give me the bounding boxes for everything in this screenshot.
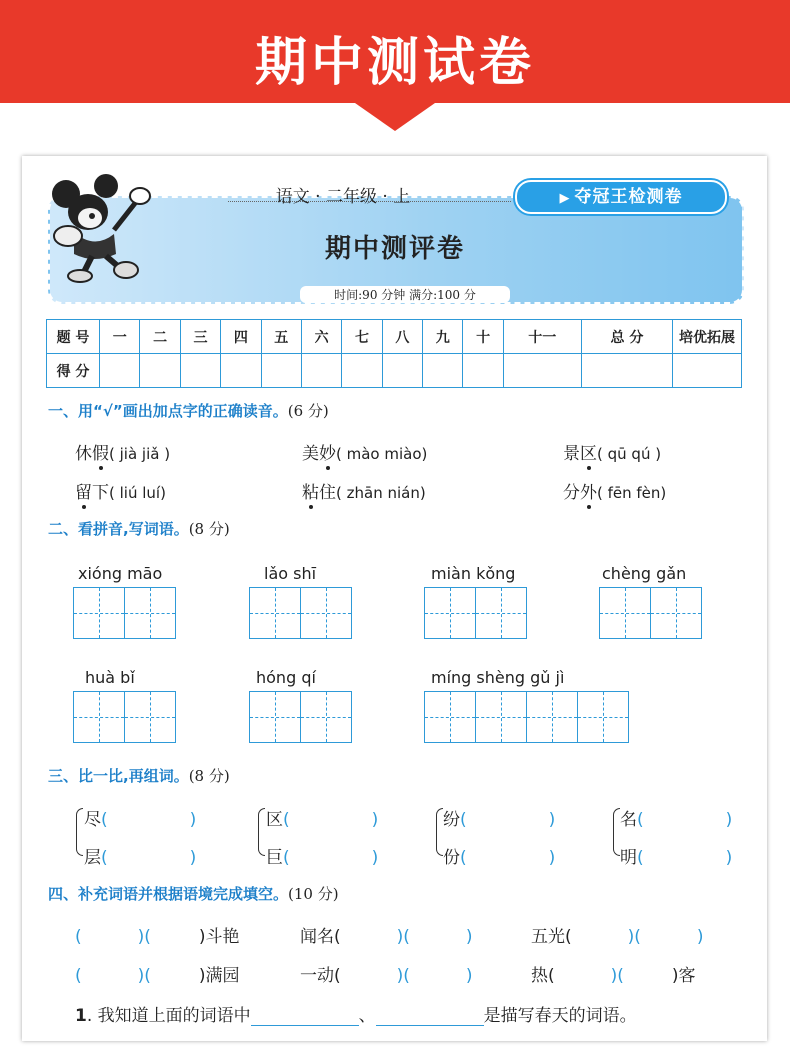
compare-char: 层	[84, 848, 101, 868]
paren-pair: )(	[396, 966, 410, 986]
paren-open: (	[460, 810, 467, 830]
score-table-header-row	[47, 320, 742, 354]
tianzige-grid[interactable]	[424, 691, 629, 743]
score-cell[interactable]	[140, 354, 180, 388]
pinyin-options: ( zhān nián)	[336, 484, 426, 502]
paren-open: (	[101, 810, 108, 830]
fill-sentence	[75, 1001, 637, 1026]
pinyin-label: míng shèng gǔ jì	[431, 668, 565, 687]
q3-title-text: 三、比一比,再组词。	[48, 767, 189, 785]
tianzige-grid[interactable]	[249, 587, 352, 639]
q3-points: (8 分)	[188, 767, 230, 785]
paren-close: )	[548, 810, 556, 830]
paren-open: (	[283, 810, 290, 830]
q4-title-text: 四、补充词语并根据语境完成填空。	[48, 885, 289, 903]
compare-char: 份	[443, 848, 460, 868]
paren-pair: )(	[137, 927, 151, 947]
idiom-blank[interactable]	[75, 961, 240, 986]
q1-item[interactable]	[563, 478, 666, 503]
q1-title-text: 一、用“√”画出加点字的正确读音。	[48, 402, 288, 420]
paren-close: )	[189, 848, 197, 868]
score-table	[46, 319, 742, 388]
paren-close: )	[696, 927, 704, 947]
brace-icon	[76, 808, 83, 856]
idiom-blank[interactable]	[300, 922, 473, 947]
q4-points: (10 分)	[288, 885, 339, 903]
table-header-cell: 总 分	[581, 320, 672, 354]
compare-char: 名	[620, 810, 637, 830]
q1-item[interactable]	[302, 439, 427, 464]
paren-pair: )(	[627, 927, 641, 947]
paren-close: )	[371, 810, 379, 830]
pinyin-label: chèng gǎn	[602, 564, 687, 583]
compare-item[interactable]	[443, 805, 555, 830]
compare-item[interactable]	[620, 805, 732, 830]
score-cell[interactable]	[100, 354, 140, 388]
pinyin-options: ( fēn fèn)	[597, 484, 667, 502]
score-cell[interactable]	[180, 354, 220, 388]
compare-item[interactable]	[84, 805, 196, 830]
pinyin-options: ( liú luí)	[109, 484, 166, 502]
dotted-char: 外	[580, 478, 597, 503]
table-header-cell: 十一	[503, 320, 581, 354]
table-header-cell: 八	[382, 320, 422, 354]
score-cell[interactable]	[673, 354, 742, 388]
compare-char: 巨	[266, 848, 283, 868]
table-header-cell: 培优拓展	[673, 320, 742, 354]
compare-item[interactable]	[620, 843, 732, 868]
paren-close: )	[371, 848, 379, 868]
pinyin-label: miàn kǒng	[431, 564, 516, 583]
idiom-text: 一动(	[300, 966, 341, 986]
dotted-char: 妙	[319, 439, 336, 464]
paren-open: (	[75, 927, 82, 947]
table-header-cell: 九	[423, 320, 463, 354]
paren-pair: )(	[137, 966, 151, 986]
paren-pair: )(	[610, 966, 624, 986]
tianzige-grid[interactable]	[73, 587, 176, 639]
score-cell[interactable]	[423, 354, 463, 388]
score-cell[interactable]	[463, 354, 503, 388]
paren-open: (	[101, 848, 108, 868]
subject-grade: 语文 · 二年级 · 上	[275, 187, 411, 207]
table-header-cell: 七	[342, 320, 382, 354]
item-char: 下	[92, 483, 109, 503]
compare-char: 尽	[84, 810, 101, 830]
paren-open: (	[75, 966, 82, 986]
pinyin-label: huà bǐ	[85, 668, 135, 687]
tianzige-grid[interactable]	[424, 587, 527, 639]
idiom-blank[interactable]	[531, 922, 704, 947]
brand-badge	[515, 180, 727, 214]
answer-blank[interactable]	[251, 1007, 359, 1026]
table-header-cell: 六	[301, 320, 341, 354]
item-char: 美	[302, 444, 319, 464]
q2-title-text: 二、看拼音,写词语。	[48, 520, 189, 538]
table-header-cell: 十	[463, 320, 503, 354]
brace-icon	[613, 808, 620, 856]
q1-item[interactable]	[563, 439, 661, 464]
paren-open: (	[460, 848, 467, 868]
paren-open: (	[283, 848, 290, 868]
paren-open: (	[637, 848, 644, 868]
dotted-char: 粘	[302, 478, 319, 503]
banner-title: 期中测试卷	[254, 33, 535, 93]
dotted-char: 区	[580, 439, 597, 464]
compare-item[interactable]	[84, 843, 196, 868]
sentence-number: 1	[75, 1006, 87, 1026]
q1-item[interactable]	[75, 439, 170, 464]
compare-item[interactable]	[266, 843, 378, 868]
q1-title	[48, 400, 329, 421]
table-header-cell: 一	[100, 320, 140, 354]
pinyin-options: ( mào miào)	[336, 445, 428, 463]
tianzige-grid[interactable]	[73, 691, 176, 743]
top-banner	[0, 0, 790, 103]
tianzige-grid[interactable]	[249, 691, 352, 743]
dotted-char: 假	[92, 439, 109, 464]
table-header-cell: 二	[140, 320, 180, 354]
pinyin-options: ( jià jiǎ )	[109, 445, 171, 463]
paren-open: (	[637, 810, 644, 830]
score-cell[interactable]	[382, 354, 422, 388]
score-cell[interactable]	[503, 354, 581, 388]
item-char: 分	[563, 483, 580, 503]
q1-item[interactable]	[302, 478, 426, 503]
idiom-text: 五光(	[531, 927, 572, 947]
idiom-blank[interactable]	[531, 961, 696, 986]
score-cell[interactable]	[261, 354, 301, 388]
pinyin-label: hóng qí	[256, 668, 316, 687]
score-table-score-row	[47, 354, 742, 388]
play-triangle-icon: ▶	[559, 191, 571, 206]
score-cell[interactable]	[581, 354, 672, 388]
idiom-text: )客	[671, 966, 696, 986]
compare-item[interactable]	[443, 843, 555, 868]
brace-icon	[258, 808, 265, 856]
idiom-text: 热(	[531, 966, 555, 986]
sentence-text: . 我知道上面的词语中	[86, 1006, 251, 1026]
q1-item[interactable]	[75, 478, 166, 503]
idiom-text: 闻名(	[300, 927, 341, 947]
idiom-blank[interactable]	[300, 961, 473, 986]
sentence-text: 是描写春天的词语。	[483, 1006, 637, 1026]
q2-title	[48, 518, 230, 539]
pinyin-label: lǎo shī	[264, 564, 317, 583]
dotted-char: 留	[75, 478, 92, 503]
brace-icon	[436, 808, 443, 856]
q2-points: (8 分)	[188, 520, 230, 538]
compare-item[interactable]	[266, 805, 378, 830]
paren-close: )	[548, 848, 556, 868]
score-row-label: 得 分	[47, 354, 100, 388]
score-cell[interactable]	[221, 354, 261, 388]
paren-close: )	[725, 810, 733, 830]
item-char: 休	[75, 444, 92, 464]
paper-title: 期中测评卷	[324, 234, 465, 264]
paren-close: )	[189, 810, 197, 830]
paren-close: )	[465, 927, 473, 947]
compare-char: 纷	[443, 810, 460, 830]
item-char: 景	[563, 444, 580, 464]
sentence-separator: 、	[358, 1006, 376, 1026]
idiom-text: )满园	[198, 966, 240, 986]
paren-pair: )(	[396, 927, 410, 947]
idiom-text: )斗艳	[198, 927, 240, 947]
table-header-cell: 五	[261, 320, 301, 354]
paren-close: )	[465, 966, 473, 986]
table-header-cell: 四	[221, 320, 261, 354]
paren-close: )	[725, 848, 733, 868]
idiom-blank[interactable]	[75, 922, 240, 947]
answer-blank[interactable]	[376, 1007, 484, 1026]
item-char: 住	[319, 483, 336, 503]
banner-notch	[355, 103, 435, 131]
score-cell[interactable]	[301, 354, 341, 388]
score-cell[interactable]	[342, 354, 382, 388]
badge-label: 夺冠王检测卷	[574, 187, 683, 207]
table-header-cell: 题 号	[47, 320, 100, 354]
q3-title	[48, 765, 230, 786]
q4-title	[48, 883, 339, 904]
table-header-cell: 三	[180, 320, 220, 354]
pinyin-label: xióng māo	[78, 564, 163, 583]
tianzige-grid[interactable]	[599, 587, 702, 639]
compare-char: 区	[266, 810, 283, 830]
pinyin-options: ( qū qú )	[597, 445, 662, 463]
q1-points: (6 分)	[287, 402, 329, 420]
compare-char: 明	[620, 848, 637, 868]
time-score-info: 时间:90 分钟 满分:100 分	[300, 286, 510, 303]
cartoon-mascot-image	[44, 172, 154, 284]
